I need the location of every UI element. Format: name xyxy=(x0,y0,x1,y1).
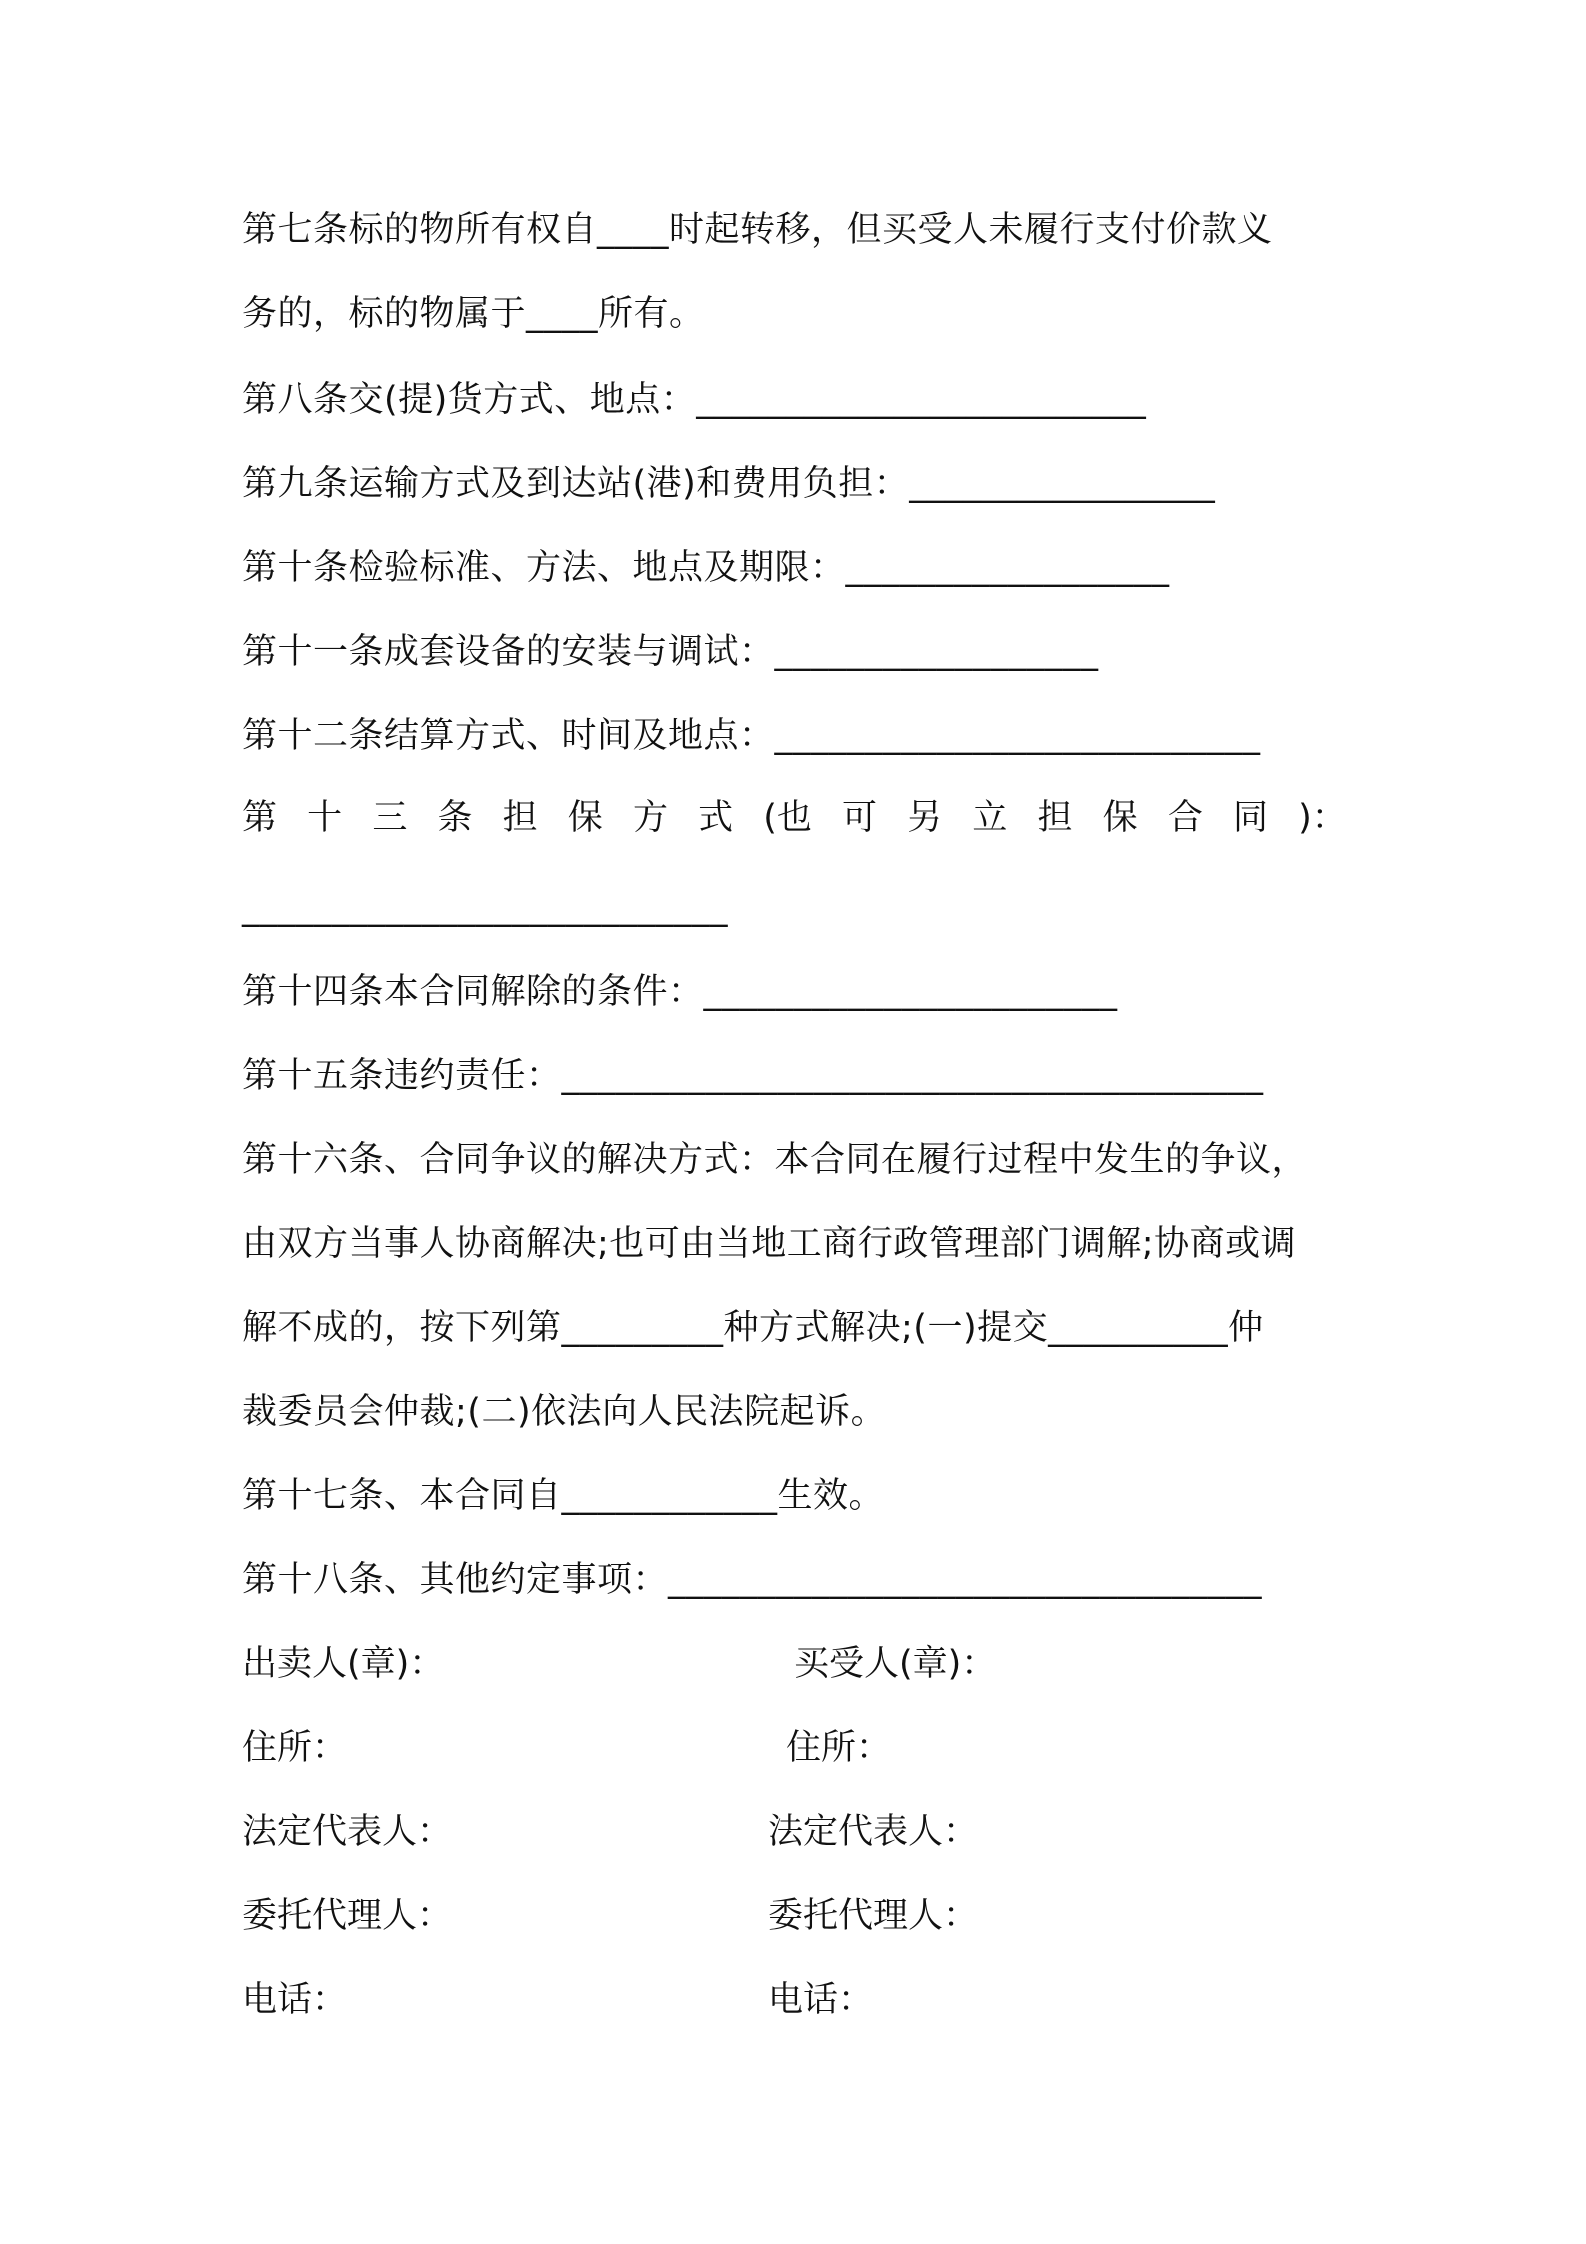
clause-13-char: (也 xyxy=(763,798,812,838)
buyer-legal-rep-label: 法定代表人： xyxy=(768,1812,979,1852)
buyer-party-label: 买受人(章)： xyxy=(794,1644,997,1684)
clause-9: 第九条运输方式及到达站(港)和费用负担：_________________ xyxy=(242,464,1216,504)
seller-legal-rep-label: 法定代表人： xyxy=(242,1812,453,1852)
clause-12: 第十二条结算方式、时间及地点：___________________________ xyxy=(242,716,1261,756)
clause-13-char: 担 xyxy=(1037,798,1073,838)
buyer-address-label: 住所： xyxy=(786,1728,892,1768)
clause-17: 第十七条、本合同自____________生效。 xyxy=(242,1476,885,1516)
clause-13-char: 保 xyxy=(1102,798,1138,838)
clause-7-line-2: 务的，标的物属于____所有。 xyxy=(242,294,705,334)
clause-8: 第八条交(提)货方式、地点：_________________________ xyxy=(242,380,1147,420)
clause-13-char: 同 xyxy=(1232,798,1268,838)
clause-13-char: 式 xyxy=(698,798,734,838)
clause-13-char: 立 xyxy=(972,798,1008,838)
clause-13-char: 第 xyxy=(242,798,278,838)
clause-10: 第十条检验标准、方法、地点及期限：__________________ xyxy=(242,548,1170,588)
clause-13-char: 方 xyxy=(632,798,668,838)
buyer-agent-label: 委托代理人： xyxy=(768,1896,979,1936)
seller-phone-label: 电话： xyxy=(242,1980,348,2020)
buyer-phone-label: 电话： xyxy=(768,1980,874,2020)
clause-13-char: 三 xyxy=(372,798,408,838)
seller-agent-label: 委托代理人： xyxy=(242,1896,453,1936)
clause-13-char: 另 xyxy=(907,798,943,838)
clause-16-line-3: 解不成的，按下列第_________种方式解决;(一)提交__________仲 xyxy=(242,1308,1264,1348)
clause-13-line-1 xyxy=(242,796,1347,840)
clause-13-char: 保 xyxy=(567,798,603,838)
clause-13-char: 十 xyxy=(307,798,343,838)
clause-13-blank: ___________________________ xyxy=(242,888,728,928)
clause-14: 第十四条本合同解除的条件：_______________________ xyxy=(242,972,1118,1012)
clause-7-line-1: 第七条标的物所有权自____时起转移，但买受人未履行支付价款义 xyxy=(242,210,1273,250)
clause-16-line-4: 裁委员会仲裁;(二)依法向人民法院起诉。 xyxy=(242,1392,887,1432)
clause-13-char: )： xyxy=(1298,798,1347,838)
seller-address-label: 住所： xyxy=(242,1728,348,1768)
clause-13-char: 条 xyxy=(437,798,473,838)
clause-15: 第十五条违约责任：_______________________________________ xyxy=(242,1056,1264,1096)
clause-16-line-2: 由双方当事人协商解决;也可由当地工商行政管理部门调解;协商或调 xyxy=(242,1224,1297,1264)
clause-13-char: 合 xyxy=(1167,798,1203,838)
clause-13-char: 可 xyxy=(842,798,878,838)
clause-11: 第十一条成套设备的安装与调试：__________________ xyxy=(242,632,1099,672)
seller-party-label: 出卖人(章)： xyxy=(242,1644,445,1684)
clause-18: 第十八条、其他约定事项：_________________________________ xyxy=(242,1560,1263,1600)
clause-16-line-1: 第十六条、合同争议的解决方式：本合同在履行过程中发生的争议， xyxy=(242,1140,1308,1180)
clause-13-char: 担 xyxy=(502,798,538,838)
